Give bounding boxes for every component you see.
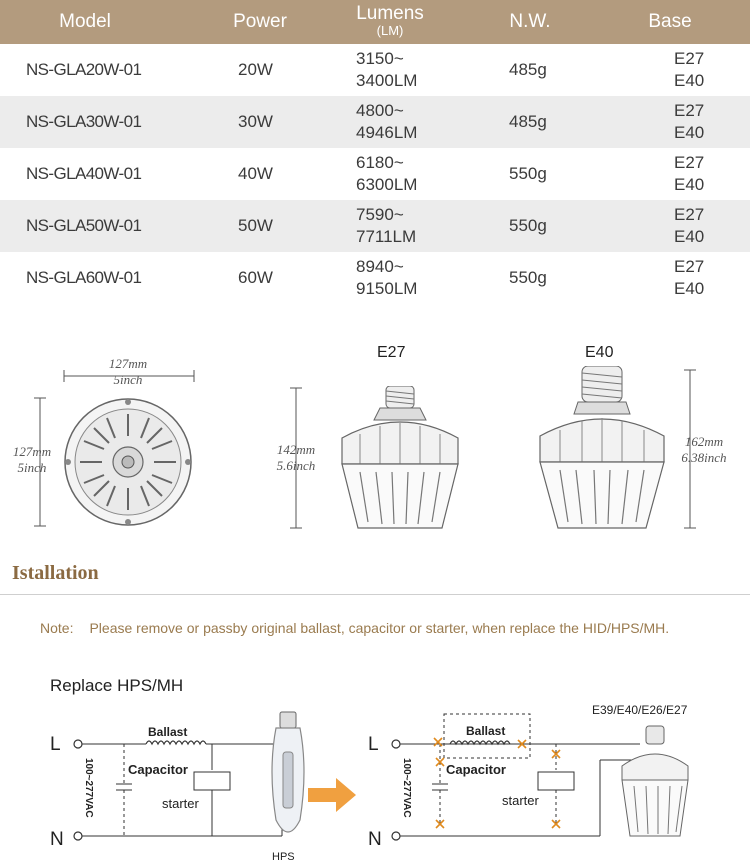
cell-model: NS-GLA30W-01 [26,112,142,131]
cell-lumens [356,96,417,148]
top-view-drawing [62,396,194,528]
replace-title: Replace HPS/MH [50,676,184,695]
right-circuit [368,714,688,850]
hps-label: HPS [272,851,295,863]
lumens-from: 3150~ [356,49,404,68]
left-voltage: 100~277VAC [83,758,94,818]
lumens-from: 8940~ [356,257,404,276]
lumens-from: 7590~ [356,205,404,224]
e40-label: E40 [585,344,614,361]
led-bulb-icon [622,726,688,836]
dimension-drawings [0,330,750,550]
cell-nw: 550g [509,216,547,235]
table-row [0,44,750,96]
e40-height-label [672,434,736,466]
spec-table [0,0,750,304]
e27-bulb-drawing [330,386,470,532]
right-l-terminal [392,740,400,748]
cell-model: NS-GLA50W-01 [26,216,142,235]
top-height-in: 5inch [17,460,47,475]
replace-arrow-icon [308,778,356,812]
cell-lumens [356,148,417,200]
disconnect-marks [434,738,560,828]
cell-model: NS-GLA20W-01 [26,60,142,79]
base-2: E40 [674,175,705,194]
cell-nw: 550g [509,164,547,183]
cell-power: 50W [238,216,273,235]
lumens-from: 6180~ [356,153,404,172]
installation-note [40,620,669,636]
left-ballast-label: Ballast [148,725,188,739]
header-model: Model [59,11,111,32]
e40-height-mm: 162mm [684,434,724,449]
base-2: E40 [674,123,705,142]
e27-label: E27 [377,344,406,361]
header-nw: N.W. [509,11,551,32]
cell-power: 60W [238,268,273,287]
cell-lumens [356,44,417,96]
table-row [0,200,750,252]
cell-nw: 485g [509,60,547,79]
header-lumens-label: Lumens [356,3,424,24]
header-base: Base [648,11,692,32]
base-2: E40 [674,279,705,298]
base-2: E40 [674,227,705,246]
header-lumens [340,0,440,44]
table-row [0,148,750,200]
cell-power: 20W [238,60,273,79]
right-voltage: 100~277VAC [401,758,412,818]
lumens-to: 7711LM [356,227,417,246]
table-header [0,0,750,44]
cell-nw: 550g [509,268,547,287]
cell-lumens [356,200,416,252]
top-width-mm: 127mm [108,356,148,371]
cell-base [674,96,704,148]
note-text: Please remove or passby original ballast, capacitor or starter, when replace the HID/HPS/MH. [89,620,670,636]
left-circuit [50,712,304,863]
wiring-diagram [0,700,750,866]
header-power: Power [233,11,287,32]
e27-height-mm: 142mm [276,442,316,457]
table-row [0,252,750,304]
cell-base [674,200,704,252]
e27-height-in: 5.6inch [276,458,316,473]
base-1: E27 [674,49,705,68]
top-width-in: 5inch [113,372,143,387]
installation-title: Istallation [12,562,99,584]
cell-base [674,252,704,304]
right-ballast-label: Ballast [466,724,506,738]
compatible-bases: E39/E40/E26/E27 [592,703,688,717]
note-label: Note: [40,620,74,636]
top-width-label [96,356,160,388]
lumens-to: 6300LM [356,175,418,194]
right-capacitor-label: Capacitor [446,762,506,777]
lumens-to: 9150LM [356,279,418,298]
cell-model: NS-GLA60W-01 [26,268,142,287]
base-2: E40 [674,71,705,90]
cell-base [674,148,704,200]
hps-lamp-icon [272,712,304,832]
left-l-label: L [50,734,61,755]
base-1: E27 [674,153,705,172]
left-n-label: N [50,829,64,850]
left-starter-label: starter [162,796,199,811]
left-capacitor-label: Capacitor [128,762,188,777]
base-1: E27 [674,205,705,224]
top-height-label [4,444,60,476]
left-n-terminal [74,832,82,840]
top-height-mm: 127mm [12,444,52,459]
base-1: E27 [674,257,705,276]
e40-bulb-drawing [532,366,672,532]
base-1: E27 [674,101,705,120]
section-divider [0,594,750,595]
cell-nw: 485g [509,112,547,131]
right-l-label: L [368,734,379,755]
cell-lumens [356,252,417,304]
lumens-to: 4946LM [356,123,418,142]
cell-base [674,44,704,96]
right-n-terminal [392,832,400,840]
lumens-to: 3400LM [356,71,418,90]
cell-power: 40W [238,164,273,183]
header-lumens-unit: (LM) [376,23,404,38]
cell-power: 30W [238,112,273,131]
left-l-terminal [74,740,82,748]
right-n-label: N [368,829,382,850]
right-starter-label: starter [502,793,539,808]
lumens-from: 4800~ [356,101,404,120]
e27-height-label [266,442,326,474]
cell-model: NS-GLA40W-01 [26,164,142,183]
e40-height-in: 6.38inch [681,450,727,465]
table-row [0,96,750,148]
